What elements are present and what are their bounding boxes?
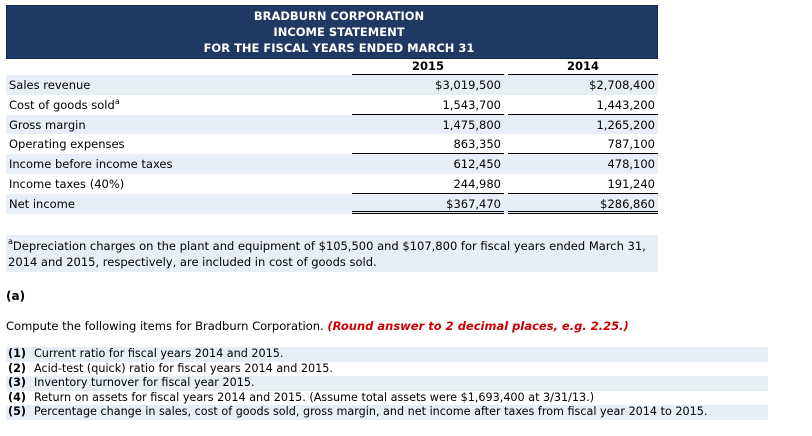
value-2015: 244,980 bbox=[453, 176, 501, 191]
value-2014: 478,100 bbox=[607, 157, 655, 172]
rounding-instruction: (Round answer to 2 decimal places, e.g. 2.25.) bbox=[327, 319, 629, 333]
table-row bbox=[6, 95, 658, 115]
value-2015: 612,450 bbox=[453, 157, 501, 172]
footnote bbox=[6, 235, 658, 272]
item-text: Acid-test (quick) ratio for fiscal years 2014 and 2015. bbox=[34, 361, 333, 375]
footnote-marker: a bbox=[114, 96, 120, 106]
item-text: Percentage change in sales, cost of goods sold, gross margin, and net income after taxes from fiscal year 2014 to 2015. bbox=[34, 405, 708, 419]
value-2015: 863,350 bbox=[453, 137, 501, 152]
statement-title: INCOME STATEMENT bbox=[273, 25, 405, 39]
row-label: Income before income taxes bbox=[9, 157, 173, 172]
item-text: Inventory turnover for fiscal year 2015. bbox=[34, 376, 255, 390]
item-number: (2) bbox=[8, 361, 27, 375]
table-row bbox=[6, 174, 658, 194]
year-header-row bbox=[6, 59, 658, 75]
compute-text: Compute the following items for Bradburn Corporation. bbox=[6, 319, 328, 333]
list-item bbox=[6, 362, 768, 377]
row-label: Operating expenses bbox=[9, 137, 125, 152]
value-2014: 1,443,200 bbox=[596, 97, 655, 112]
item-number: (1) bbox=[8, 347, 27, 360]
company-name: BRADBURN CORPORATION bbox=[253, 9, 425, 23]
table-row bbox=[6, 115, 658, 135]
value-2015: $367,470 bbox=[446, 196, 501, 211]
year-2015-header: 2015 bbox=[352, 59, 504, 75]
list-item bbox=[6, 405, 768, 420]
value-2014: 787,100 bbox=[607, 137, 655, 152]
year-2014-header: 2014 bbox=[508, 59, 658, 75]
statement-period: FOR THE FISCAL YEARS ENDED MARCH 31 bbox=[203, 41, 475, 55]
question-list bbox=[6, 347, 768, 420]
table-row bbox=[6, 194, 658, 214]
row-label: Net income bbox=[9, 196, 75, 211]
value-2014: 191,240 bbox=[607, 176, 655, 191]
row-label: Cost of goods sold$^a$ bbox=[9, 96, 120, 112]
value-2014: $286,860 bbox=[600, 196, 655, 211]
value-2014: 1,265,200 bbox=[596, 117, 655, 132]
item-text: Return on assets for fiscal years 2014 and 2015. (Assume total assets were $1,693,400 at 3/31/13.) bbox=[34, 390, 595, 404]
value-2015: $3,019,500 bbox=[435, 78, 501, 92]
statement-header bbox=[6, 5, 658, 59]
item-number: (5) bbox=[8, 405, 27, 419]
compute-prompt bbox=[6, 319, 629, 333]
item-number: (4) bbox=[8, 390, 27, 404]
value-2014: $2,708,400 bbox=[589, 78, 655, 92]
income-statement-table bbox=[6, 75, 658, 214]
row-label: Sales revenue bbox=[9, 78, 91, 92]
table-row bbox=[6, 75, 658, 95]
list-item bbox=[6, 376, 768, 391]
item-text: Current ratio for fiscal years 2014 and 2015. bbox=[34, 347, 284, 360]
footnote-text: Depreciation charges on the plant and equipment of $105,500 and $107,800 for fiscal years ended March 31, 2014 and 2015, respectively, are included in cost of goods sold. bbox=[8, 239, 646, 269]
row-label: Gross margin bbox=[9, 117, 86, 132]
table-row bbox=[6, 154, 658, 174]
list-item bbox=[6, 391, 768, 406]
part-label: (a) bbox=[6, 289, 26, 303]
value-2015: 1,543,700 bbox=[442, 97, 501, 112]
list-item bbox=[6, 347, 768, 362]
item-number: (3) bbox=[8, 376, 27, 390]
table-row bbox=[6, 134, 658, 154]
row-label: Income taxes (40%) bbox=[9, 176, 125, 191]
footnote-marker: a bbox=[8, 237, 13, 246]
value-2015: 1,475,800 bbox=[442, 117, 501, 132]
